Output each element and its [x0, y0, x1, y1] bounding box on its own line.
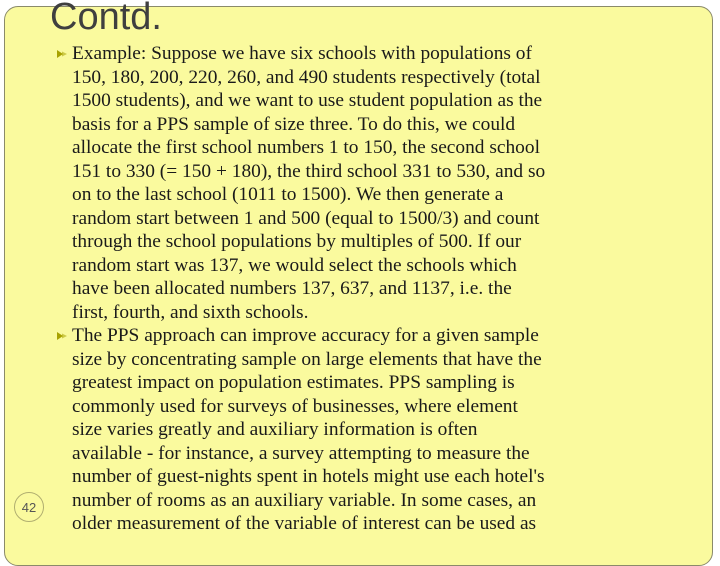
bullet-pps-approach: [48, 324, 708, 536]
text-line: Example: Suppose we have six schools with populations of: [72, 43, 532, 64]
text-line: on to the last school (1011 to 1500). We then generate a: [72, 184, 504, 205]
bullet-example: [48, 42, 708, 324]
bullet-text: [72, 42, 545, 324]
text-line: commonly used for surveys of businesses, where element: [72, 395, 518, 417]
slide-title: Contd.: [50, 0, 162, 38]
text-line: 1500 students), and we want to use student population as the: [72, 90, 543, 111]
text-line: number of guest-nights spent in hotels might use each hotel's: [72, 466, 545, 487]
text-line: first, fourth, and sixth schools.: [72, 301, 309, 323]
text-line: 150, 180, 200, 220, 260, and 490 students respectively (total: [72, 66, 541, 88]
text-line: number of rooms as an auxiliary variable. In some cases, an: [72, 489, 537, 511]
slide-body: [48, 42, 708, 536]
text-line: 151 to 330 (= 150 + 180), the third school 331 to 530, and so: [72, 160, 546, 182]
arrow-bullet-icon: [56, 42, 70, 66]
text-line: greatest impact on population estimates. PPS sampling is: [72, 372, 515, 393]
page-number-badge: 42: [14, 492, 44, 522]
text-line: allocate the first school numbers 1 to 150, the second school: [72, 137, 540, 158]
text-line: size varies greatly and auxiliary information is often: [72, 419, 478, 440]
arrow-bullet-icon: [56, 324, 70, 348]
text-line: through the school populations by multiples of 500. If our: [72, 231, 522, 252]
text-line: random start was 137, we would select the schools which: [72, 254, 517, 276]
text-line: size by concentrating sample on large elements that have the: [72, 348, 542, 370]
text-line: older measurement of the variable of interest can be used as: [72, 513, 537, 534]
text-line: random start between 1 and 500 (equal to 1500/3) and count: [72, 207, 540, 229]
text-line: The PPS approach can improve accuracy for a given sample: [72, 325, 539, 346]
text-line: available - for instance, a survey attempting to measure the: [72, 442, 530, 464]
text-line: basis for a PPS sample of size three. To do this, we could: [72, 113, 516, 135]
bullet-text: [72, 324, 545, 536]
text-line: have been allocated numbers 137, 637, and 1137, i.e. the: [72, 278, 512, 299]
